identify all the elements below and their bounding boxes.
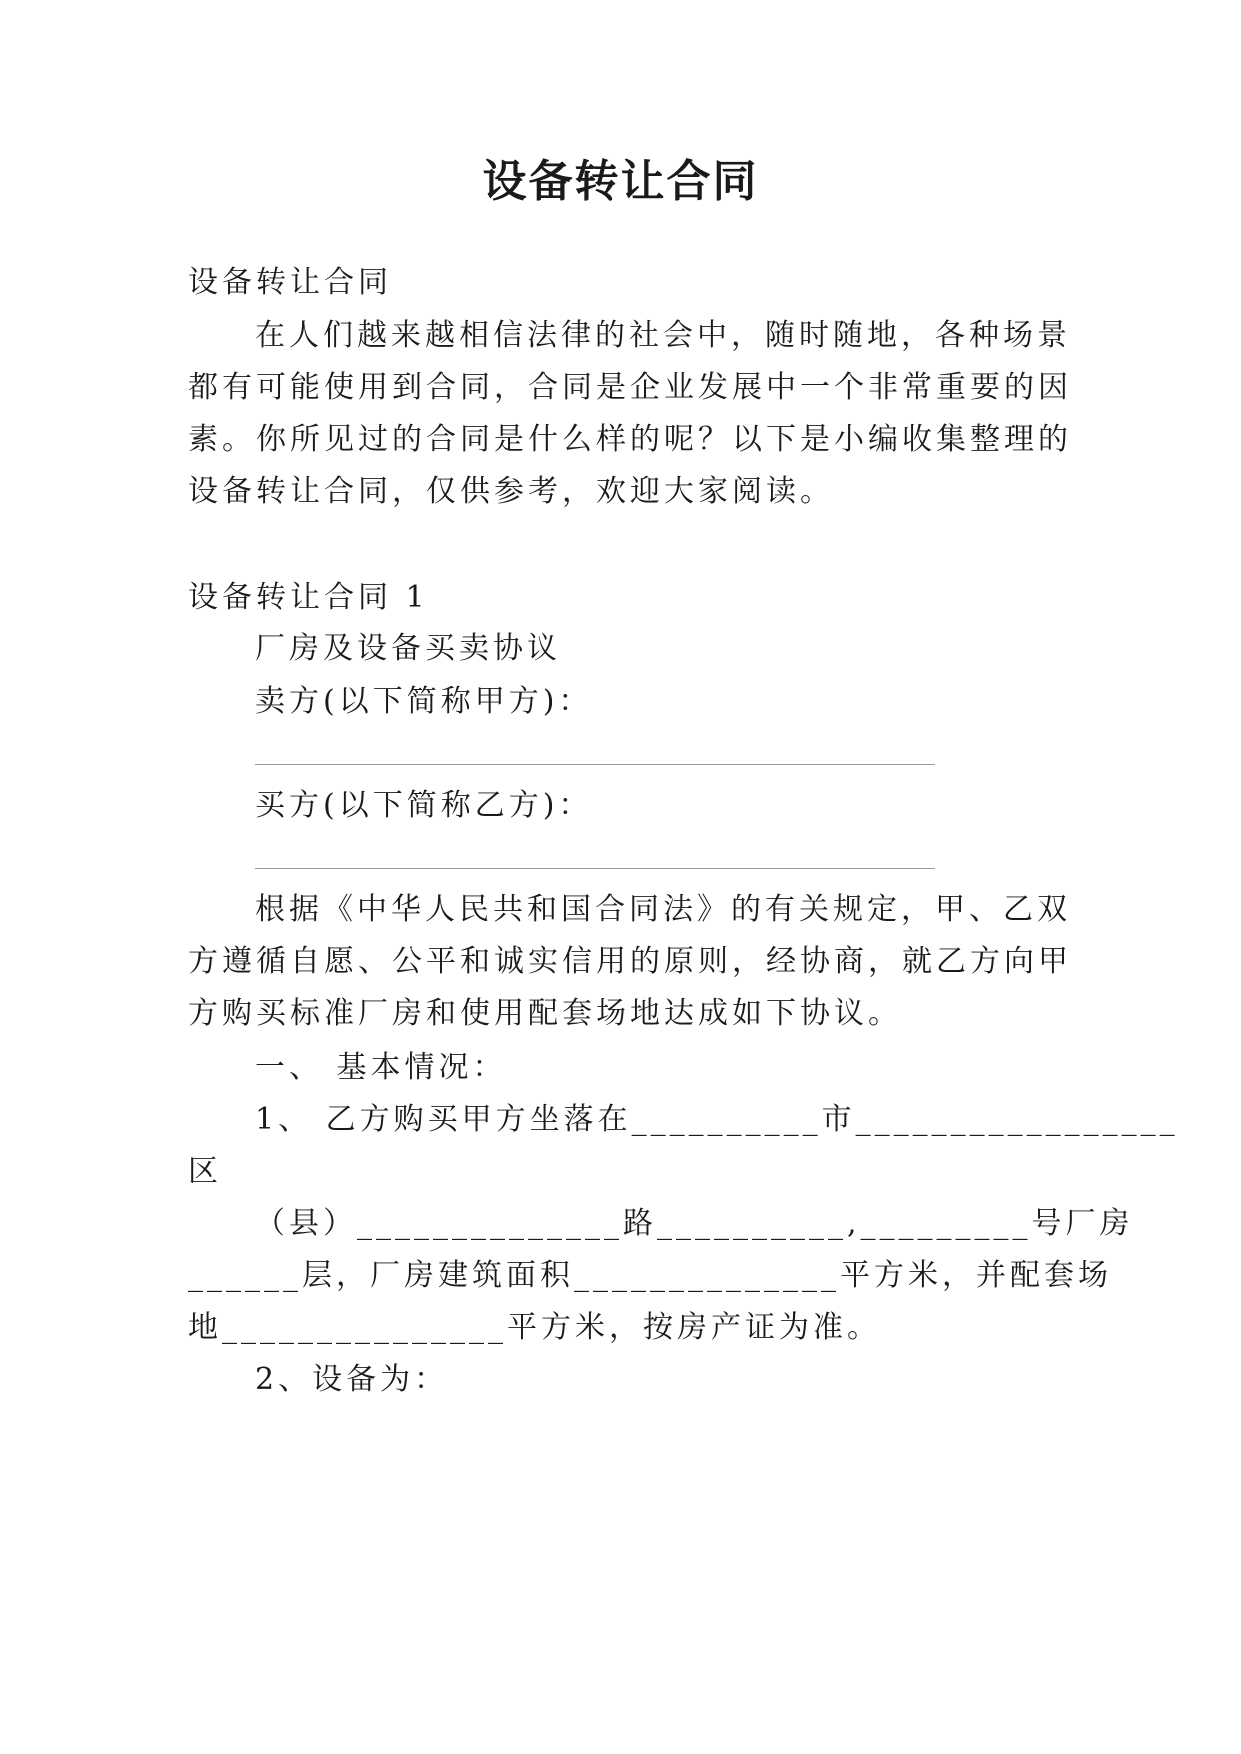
document-subtitle: 设备转让合同 (188, 265, 392, 300)
intro-line-3: 素。你所见过的合同是什么样的呢？以下是小编收集整理的 (188, 422, 1072, 457)
seller-label: 卖方(以下简称甲方)： (255, 684, 593, 719)
document-title: 设备转让合同 (482, 156, 759, 207)
buyer-blank-line (255, 868, 935, 869)
intro-line-1: 在人们越来越相信法律的社会中，随时随地，各种场景 (255, 318, 1071, 353)
intro-line-2: 都有可能使用到合同，合同是企业发展中一个非常重要的因 (188, 370, 1072, 405)
clause-one-heading: 一、 基本情况： (255, 1050, 507, 1085)
section-heading: 设备转让合同 1 (188, 580, 429, 615)
item-one-line-3: （县）______________路__________,_________号厂房 (255, 1206, 1134, 1241)
buyer-label: 买方(以下简称乙方)： (255, 788, 593, 823)
item-one-line-4: ______层，厂房建筑面积______________平方米，并配套场 (188, 1258, 1112, 1293)
basis-line-1: 根据《中华人民共和国合同法》的有关规定，甲、乙双 (255, 892, 1071, 927)
item-two: 2、设备为： (255, 1362, 449, 1397)
seller-blank-line (255, 764, 935, 765)
item-one-line-2: 区 (188, 1154, 222, 1189)
basis-line-3: 方购买标准厂房和使用配套场地达成如下协议。 (188, 996, 902, 1031)
intro-line-4: 设备转让合同，仅供参考，欢迎大家阅读。 (188, 474, 834, 509)
basis-line-2: 方遵循自愿、公平和诚实信用的原则，经协商，就乙方向甲 (188, 944, 1072, 979)
item-one-line-1: 1、 乙方购买甲方坐落在__________市_________________ (255, 1102, 1179, 1137)
item-one-line-5: 地_______________平方米，按房产证为准。 (188, 1310, 881, 1345)
agreement-title: 厂房及设备买卖协议 (255, 631, 561, 666)
